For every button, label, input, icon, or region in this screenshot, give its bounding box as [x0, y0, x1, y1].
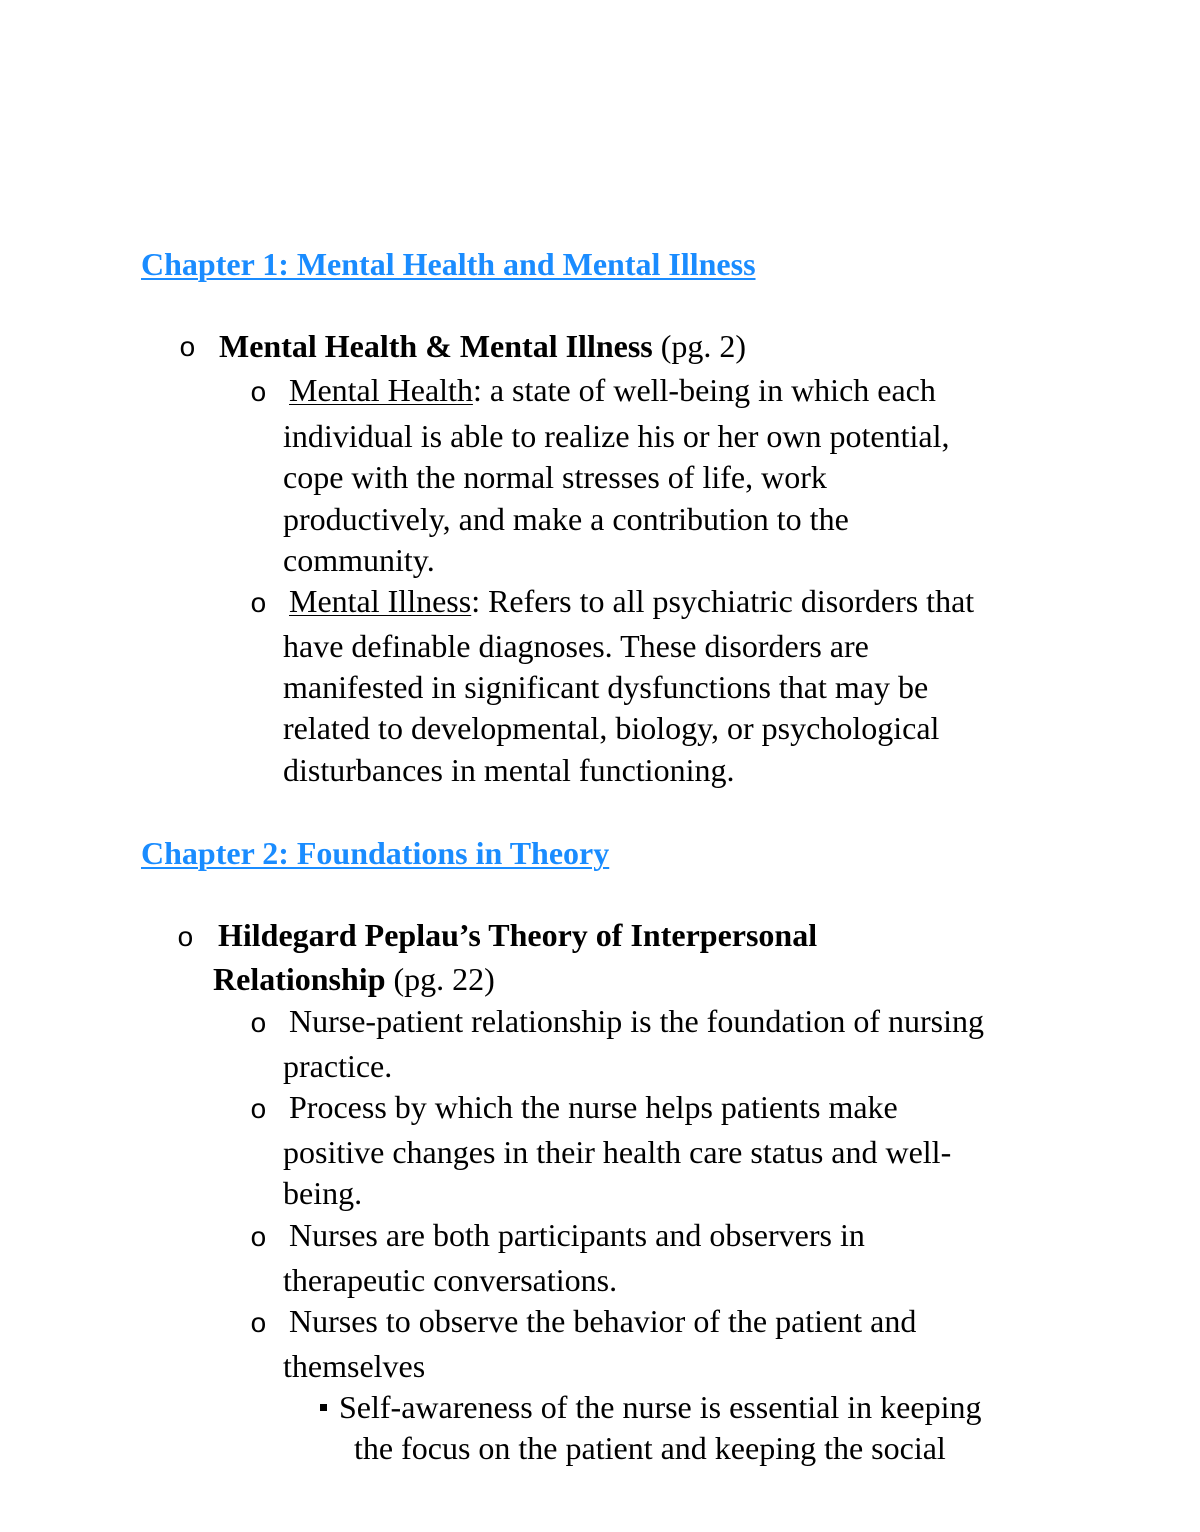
ch1-item-ref: (pg. 2): [652, 328, 747, 364]
ch1-sub1-line1: [289, 374, 936, 406]
ch1-sub2-text: : Refers to all psychiatric disorders that: [471, 583, 975, 619]
ch2-sub3-line1: Nurses are both participants and observers in: [289, 1217, 865, 1253]
ch1-sub2-line1: [289, 585, 974, 617]
ch1-sub1-text: : a state of well-being in which each: [472, 372, 936, 408]
bullet-circle-icon: o: [250, 1010, 267, 1041]
bullet-circle-icon: o: [250, 1096, 267, 1127]
ch2-sub1-line1: Nurse-patient relationship is the foundation of nursing: [289, 1003, 984, 1039]
ch2-item-heading-line1: Hildegard Peplau’s Theory of Interpersonal: [218, 917, 818, 953]
ch1-sub1-line4: productively, and make a contribution to the: [283, 501, 849, 537]
ch2-sub4-line1: Nurses to observe the behavior of the patient and: [289, 1303, 917, 1339]
ch1-sub1-line3: cope with the normal stresses of life, work: [283, 459, 827, 495]
ch2-sub1-line2: practice.: [283, 1048, 393, 1084]
ch1-sub2-line3: manifested in significant dysfunctions that may be: [283, 669, 929, 705]
ch2-sub2-line1: Process by which the nurse helps patients make: [289, 1089, 898, 1125]
chapter-2-heading[interactable]: Chapter 2: Foundations in Theory: [141, 835, 610, 871]
ch2-sub4-line2: themselves: [283, 1348, 426, 1384]
ch2-sub4-1-line2: the focus on the patient and keeping the social: [354, 1430, 946, 1466]
bullet-circle-icon: o: [250, 590, 267, 621]
ch1-sub1-term: Mental Health: [289, 372, 473, 408]
ch1-sub1-line5: community.: [283, 542, 435, 578]
bullet-square-icon: [320, 1404, 327, 1411]
ch2-item-heading-text: Relationship: [213, 961, 386, 997]
bullet-circle-icon: o: [250, 1310, 267, 1341]
bullet-circle-icon: o: [179, 334, 196, 365]
ch1-sub1-line2: individual is able to realize his or her own potential,: [283, 418, 950, 454]
ch1-sub2-line4: related to developmental, biology, or psychological: [283, 710, 940, 746]
ch1-sub2-term: Mental Illness: [289, 583, 472, 619]
ch1-sub2-line5: disturbances in mental functioning.: [283, 752, 735, 788]
bullet-circle-icon: o: [250, 1224, 267, 1255]
ch2-sub2-line3: being.: [283, 1175, 363, 1211]
ch2-sub3-line2: therapeutic conversations.: [283, 1262, 618, 1298]
ch1-item-heading-text: Mental Health & Mental Illness: [219, 328, 653, 364]
ch1-item-heading: [219, 330, 746, 362]
ch2-sub2-line2: positive changes in their health care status and well-: [283, 1134, 952, 1170]
ch2-item-heading-line2: [213, 963, 495, 995]
bullet-circle-icon: o: [177, 924, 194, 955]
ch2-item-ref: (pg. 22): [385, 961, 495, 997]
ch2-sub4-1-line1: Self-awareness of the nurse is essential in keeping: [339, 1389, 982, 1425]
chapter-1-heading[interactable]: Chapter 1: Mental Health and Mental Illness: [141, 246, 756, 282]
bullet-circle-icon: o: [250, 379, 267, 410]
ch1-sub2-line2: have definable diagnoses. These disorders are: [283, 628, 869, 664]
